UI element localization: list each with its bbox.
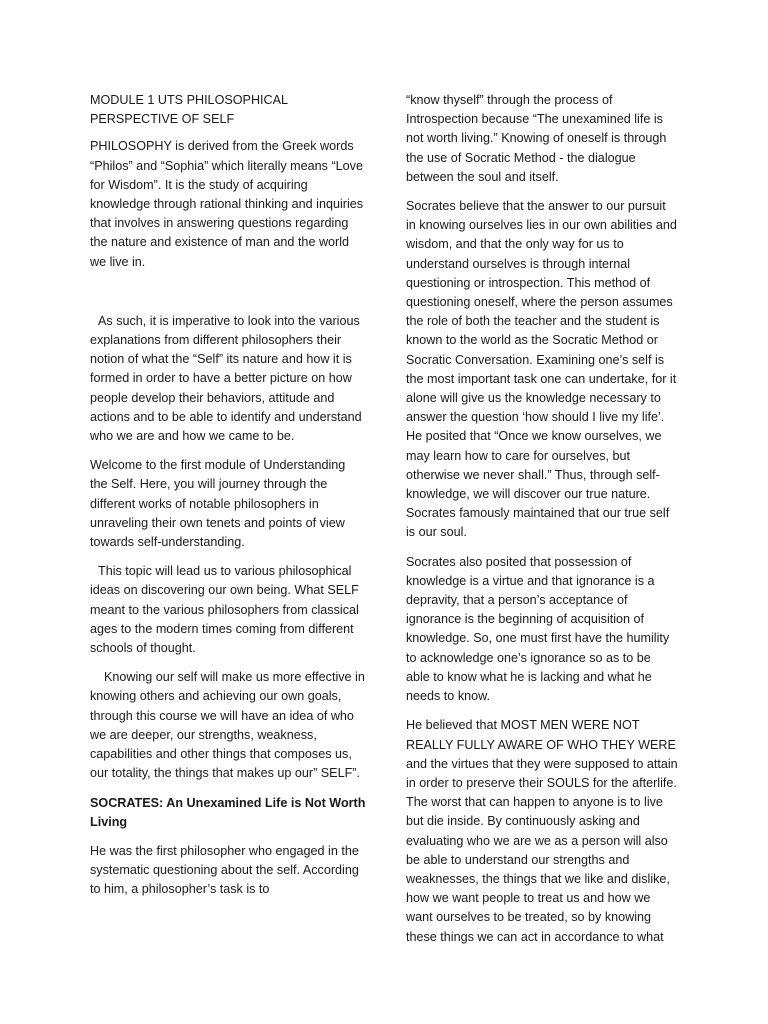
know-thyself-paragraph: “know thyself” through the process of Introspection because “The unexamined life is not worth living.” Knowing of oneself is through the use of Socratic Method - the dialogue between the soul and itself. xyxy=(406,93,667,184)
welcome-paragraph: Welcome to the first module of Understanding the Self. Here, you will journey through the different works of notable philosophers in unraveling their own tenets and points of view towards self-understanding. xyxy=(90,458,346,550)
knowledge-virtue-paragraph: Socrates also posited that possession of knowledge is a virtue and that ignorance is a depravity, that a person’s acceptance of ignorance is the beginning of acquisition of knowledge. So, one must first have the humility to acknowledge one’s ignorance so as to be able to know what he is lacking and what he needs to know. xyxy=(406,554,670,704)
socrates-subheading: SOCRATES: An Unexamined Life is Not Worth Living xyxy=(90,795,366,829)
self-explanations-paragraph: As such, it is imperative to look into the various explanations from different philosophers their notion of what the “Self” its nature and how it is formed in order to have a better picture on how people develop their behaviors, attitude and actions and to be able to identify and understand who we are and how we came to be. xyxy=(90,313,362,444)
left-column xyxy=(90,91,366,910)
right-column xyxy=(406,91,678,957)
knowing-self-paragraph: Knowing our self will make us more effective in knowing others and achieving our own goals, through this course we will have an idea of who we are deeper, our strengths, weakness, capabilities and other things that composes us, our totality, the things that makes up our” SELF”. xyxy=(90,670,365,781)
socratic-method-paragraph: Socrates believe that the answer to our pursuit in knowing ourselves lies in our own abilities and wisdom, and that the only way for us to understand ourselves is through internal questioning or introspection. This method of questioning oneself, where the person assumes the role of both the teacher and the student is known to the world as the Socratic Method or Socratic Conversation. Examining one’s self is the most important task one can undertake, for it alone will give us the knowledge necessary to answer the question ‘how should I live my life’. He posited that “Once we know ourselves, we may learn how to care for ourselves, but otherwise we never shall.” Thus, through self-knowledge, we will discover our true nature. Socrates famously maintained that our true self is our soul. xyxy=(406,199,677,540)
philosophy-definition-paragraph: PHILOSOPHY is derived from the Greek words “Philos” and “Sophia” which literally means “Love for Wisdom”. It is the study of acquiring knowledge through rational thinking and inquiries that involves in answering questions regarding the nature and existence of man and the world we live in. xyxy=(90,139,364,269)
first-philosopher-paragraph: He was the first philosopher who engaged in the systematic questioning about the self. According to him, a philosopher’s task is to xyxy=(90,843,359,897)
most-men-paragraph: He believed that MOST MEN WERE NOT REALLY FULLY AWARE OF WHO THEY WERE and the virtues that they were supposed to attain in order to preserve their SOULS for the afterlife. The worst that can happen to anyone is to live but die inside. By continuously asking and evaluating who we are we as a person will also be able to understand our strengths and weaknesses, the things that we like and dislike, how we want people to treat us and how we want ourselves to be treated, so by knowing these things we can act in accordance to what xyxy=(406,718,678,944)
topic-paragraph: This topic will lead us to various philosophical ideas on discovering our own being. What SELF meant to the various philosophers from classical ages to the modern times coming from different schools of thought. xyxy=(90,564,359,656)
module-heading: MODULE 1 UTS PHILOSOPHICAL PERSPECTIVE OF SELF xyxy=(90,93,288,127)
